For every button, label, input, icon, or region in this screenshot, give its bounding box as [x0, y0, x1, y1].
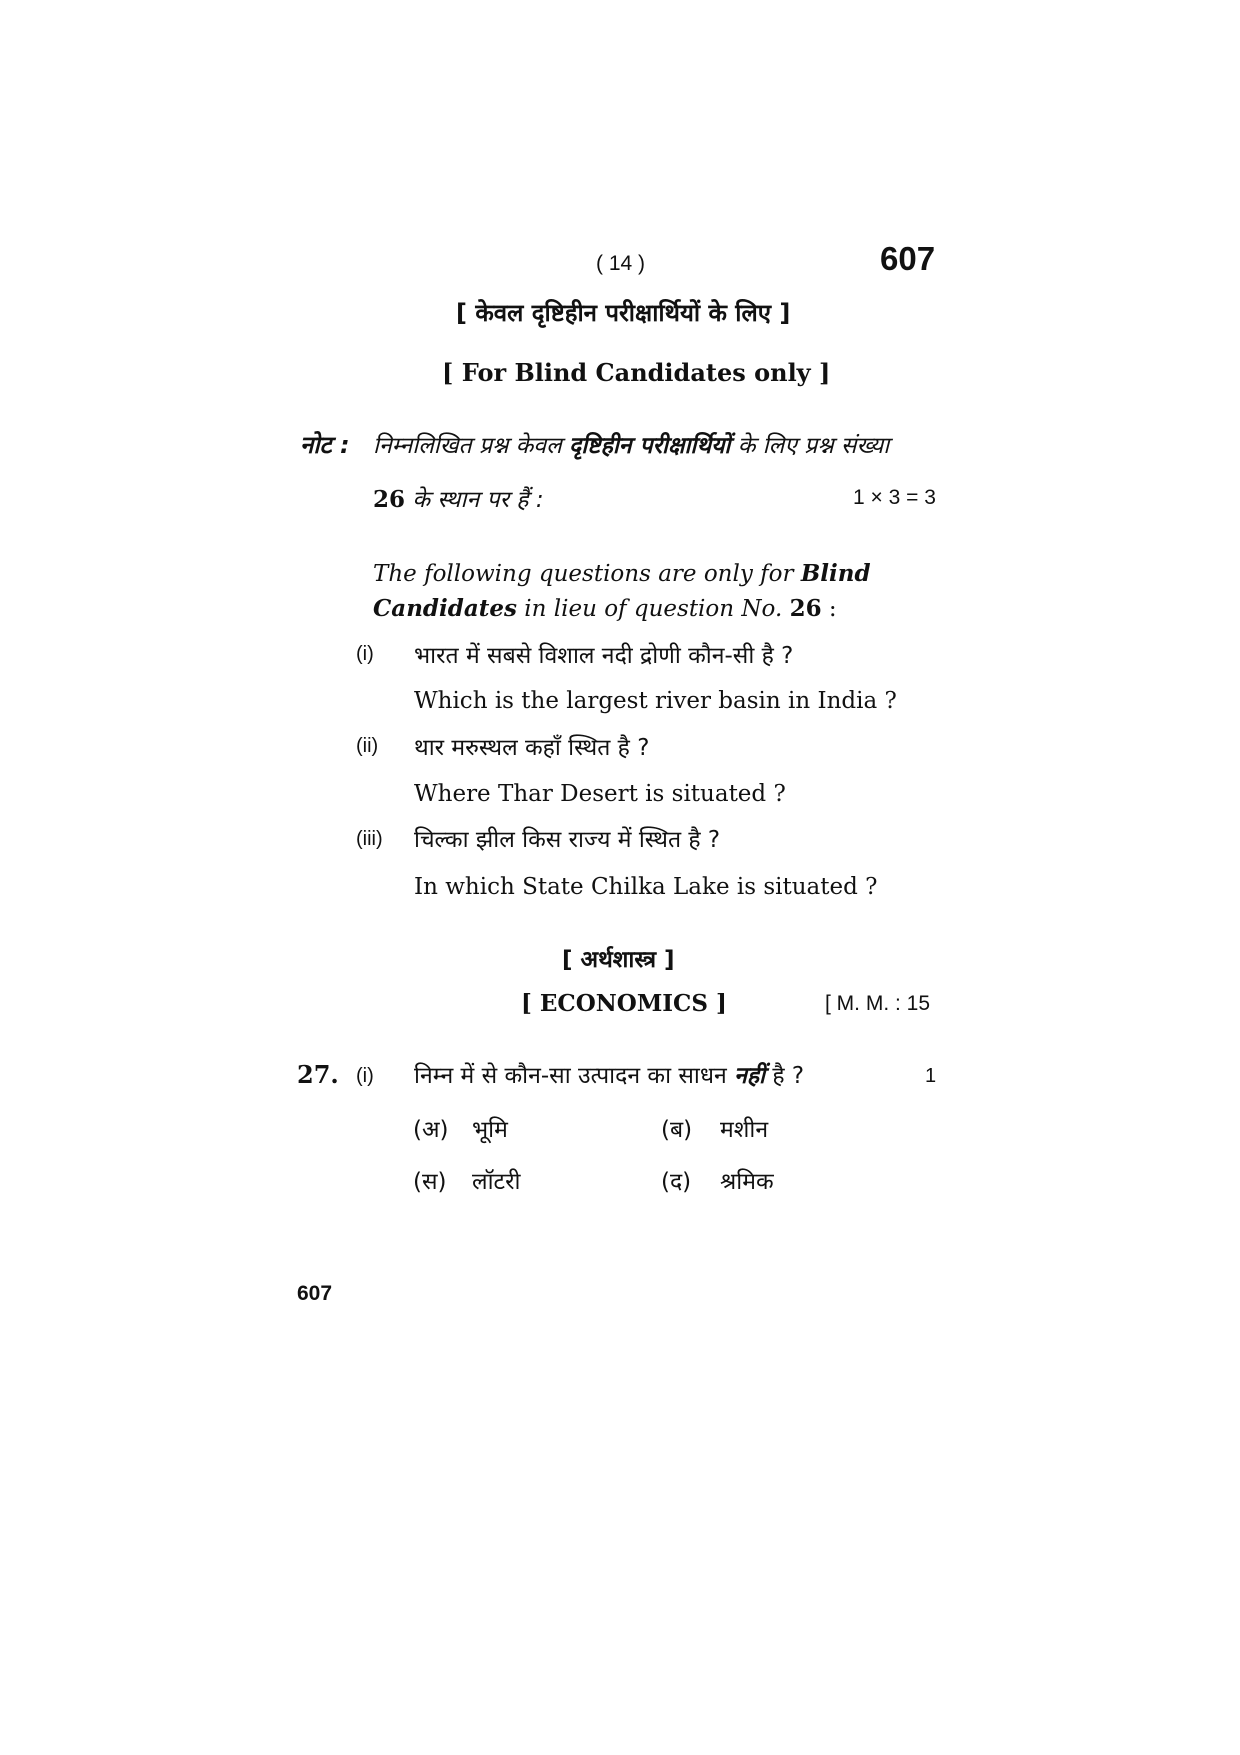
question-text-a: निम्न में से कौन-सा उत्पादन का साधन	[414, 1063, 727, 1089]
blind-question-hindi: भारत में सबसे विशाल नदी द्रोणी कौन-सी है ?	[414, 643, 794, 669]
blind-question-english: In which State Chilka Lake is situated ?	[414, 874, 878, 900]
question-text	[414, 1058, 804, 1090]
note-text-bold: दृष्टिहीन परीक्षार्थियों	[569, 433, 731, 459]
option-text: लॉटरी	[472, 1169, 521, 1195]
paper-code: 607	[880, 240, 936, 277]
question-number: 27.	[297, 1060, 339, 1089]
note-line-1	[373, 428, 889, 460]
note-marks: 1 × 3 = 3	[853, 486, 936, 509]
english-note-bold-2: Candidates	[373, 595, 517, 622]
option-label: (ब)	[661, 1117, 693, 1143]
english-note-line-1	[373, 560, 871, 587]
title-hindi: [ केवल दृष्टिहीन परीक्षार्थियों के लिए ]	[456, 299, 791, 327]
option-text: भूमि	[472, 1117, 508, 1143]
note-text-c: के स्थान पर हैं :	[412, 487, 544, 513]
question-emphasis: नहीं	[734, 1063, 766, 1089]
section-title-hindi: [ अर्थशास्त्र ]	[562, 947, 675, 973]
option-label: (स)	[413, 1169, 447, 1195]
blind-question-number: (iii)	[356, 828, 383, 850]
option-label: (अ)	[413, 1117, 449, 1143]
question-text-b: है ?	[772, 1063, 805, 1089]
note-text-b: के लिए प्रश्न संख्या	[737, 433, 890, 459]
page-number: ( 14 )	[596, 252, 646, 275]
blind-question-number: (ii)	[356, 735, 379, 757]
blind-question-hindi: थार मरुस्थल कहाँ स्थित है ?	[414, 735, 650, 761]
blind-question-english: Which is the largest river basin in India ?	[414, 688, 897, 714]
max-marks: [ M. M. : 15	[825, 992, 931, 1015]
footer-paper-code: 607	[297, 1282, 333, 1305]
note-label: नोट :	[300, 431, 350, 459]
blind-question-hindi: चिल्का झील किस राज्य में स्थित है ?	[414, 827, 721, 853]
option-text: मशीन	[720, 1117, 769, 1143]
english-note-qno: 26	[789, 595, 822, 622]
blind-question-english: Where Thar Desert is situated ?	[414, 781, 786, 807]
note-line-2	[373, 482, 544, 514]
english-note-end: :	[828, 596, 837, 622]
section-title-english: [ ECONOMICS ]	[521, 990, 727, 1017]
question-marks: 1	[925, 1065, 937, 1087]
question-sub-number: (i)	[356, 1065, 374, 1087]
blind-question-number: (i)	[356, 643, 374, 665]
english-note-line-2	[373, 595, 837, 622]
title-english: [ For Blind Candidates only ]	[442, 358, 831, 387]
option-text: श्रमिक	[720, 1169, 774, 1195]
english-note-part-2: in lieu of question No.	[524, 596, 783, 622]
option-label: (द)	[661, 1169, 692, 1195]
english-note-bold-1: Blind	[800, 560, 871, 587]
note-question-number: 26	[373, 486, 406, 513]
note-text-a: निम्नलिखित प्रश्न केवल	[373, 433, 562, 459]
english-note-part-1: The following questions are only for	[373, 561, 794, 587]
